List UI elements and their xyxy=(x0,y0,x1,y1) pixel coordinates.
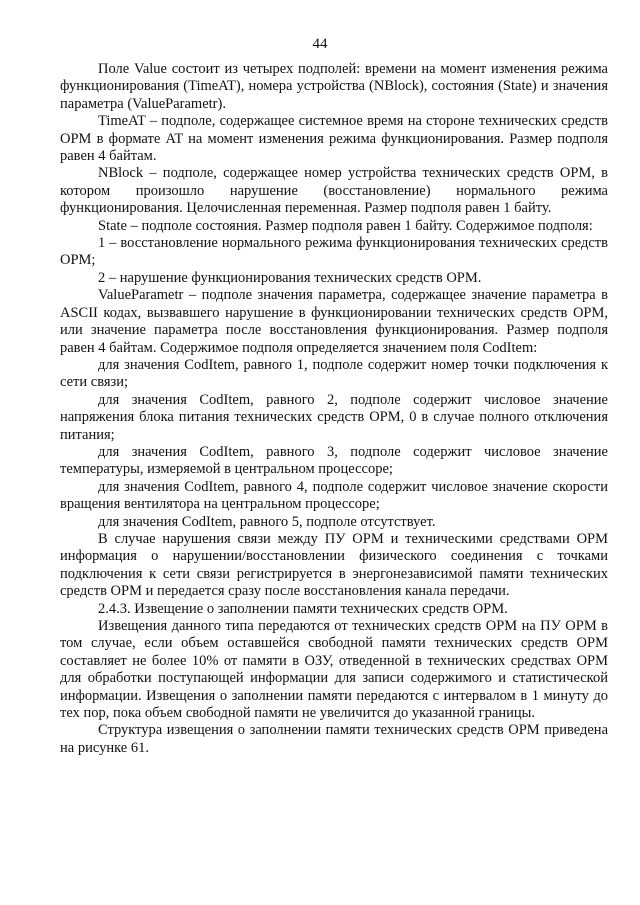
paragraph-connection-loss: В случае нарушения связи между ПУ ОРМ и техническими средствами ОРМ информация о нарушении/восстановлении физического соединения с точками подключения к сети связи регистрируется в энергонезависимой памяти технических средств ОРМ и передается сразу после восстановления канала передачи. xyxy=(60,530,608,600)
page-body xyxy=(60,61,608,757)
page-number: 44 xyxy=(312,36,328,52)
paragraph-value-field: Поле Value состоит из четырех подполей: времени на момент изменения режима функционирования (TimeAT), номера устройства (NBlock), состояния (State) и значения параметра (ValueParametr). xyxy=(60,61,608,112)
paragraph-valueparametr: ValueParametr – подполе значения параметра, содержащее значение параметра в ASCII кодах, вызвавшего нарушение в функционировании технических средств ОРМ, или значение параметра после восстановления функционирования. Размер подполя равен 4 байтам. Содержимое подполя определяется значением поля CodItem: xyxy=(60,287,608,356)
paragraph-timeat: TimeAT – подполе, содержащее системное время на стороне технических средств ОРМ в формате AT на момент изменения режима функционирования. Размер подполя равен 4 байтам. xyxy=(60,113,608,165)
list-item-state-2: 2 – нарушение функционирования технических средств ОРМ. xyxy=(98,269,482,286)
list-item-state-1: 1 – восстановление нормального режима функционирования технических средств ОРМ; xyxy=(60,235,608,269)
list-item-coditem-4: для значения CodItem, равного 4, подполе содержит числовое значение скорости вращения вентилятора на центральном процессоре; xyxy=(60,478,608,513)
list-item-coditem-1: для значения CodItem, равного 1, подполе содержит номер точки подключения к сети связи; xyxy=(60,356,608,391)
paragraph-memory-notice: Извещения данного типа передаются от технических средств ОРМ на ПУ ОРМ в том случае, если объем оставшейся свободной памяти технических средств ОРМ составляет не более 10% от памяти в ОЗУ, отведенной в технических средствах ОРМ для обработки поступающей информации для записи содержимого и статистической информации. Извещения о заполнении памяти передаются с интервалом в 1 минуту до тех пор, пока объем свободной памяти не увеличится до указанной границы. xyxy=(60,618,608,722)
paragraph-figure-reference: Структура извещения о заполнении памяти технических средств ОРМ приведена на рисунке 61. xyxy=(60,722,608,756)
list-item-coditem-5: для значения CodItem, равного 5, подполе отсутствует. xyxy=(98,513,436,530)
paragraph-nblock: NBlock – подполе, содержащее номер устройства технических средств ОРМ, в котором произошло нарушение (восстановление) нормального режима функционирования. Целочисленная переменная. Размер подполя равен 1 байту. xyxy=(60,165,608,217)
list-item-coditem-3: для значения CodItem, равного 3, подполе содержит числовое значение температуры, измеряемой в центральном процессоре; xyxy=(60,443,608,478)
paragraph-state: State – подполе состояния. Размер подполя равен 1 байту. Содержимое подполя: xyxy=(98,217,593,234)
section-heading-2-4-3: 2.4.3. Извещение о заполнении памяти технических средств ОРМ. xyxy=(98,600,508,617)
list-item-coditem-2: для значения CodItem, равного 2, подполе содержит числовое значение напряжения блока питания технических средств ОРМ, 0 в случае полного отключения питания; xyxy=(60,391,608,443)
